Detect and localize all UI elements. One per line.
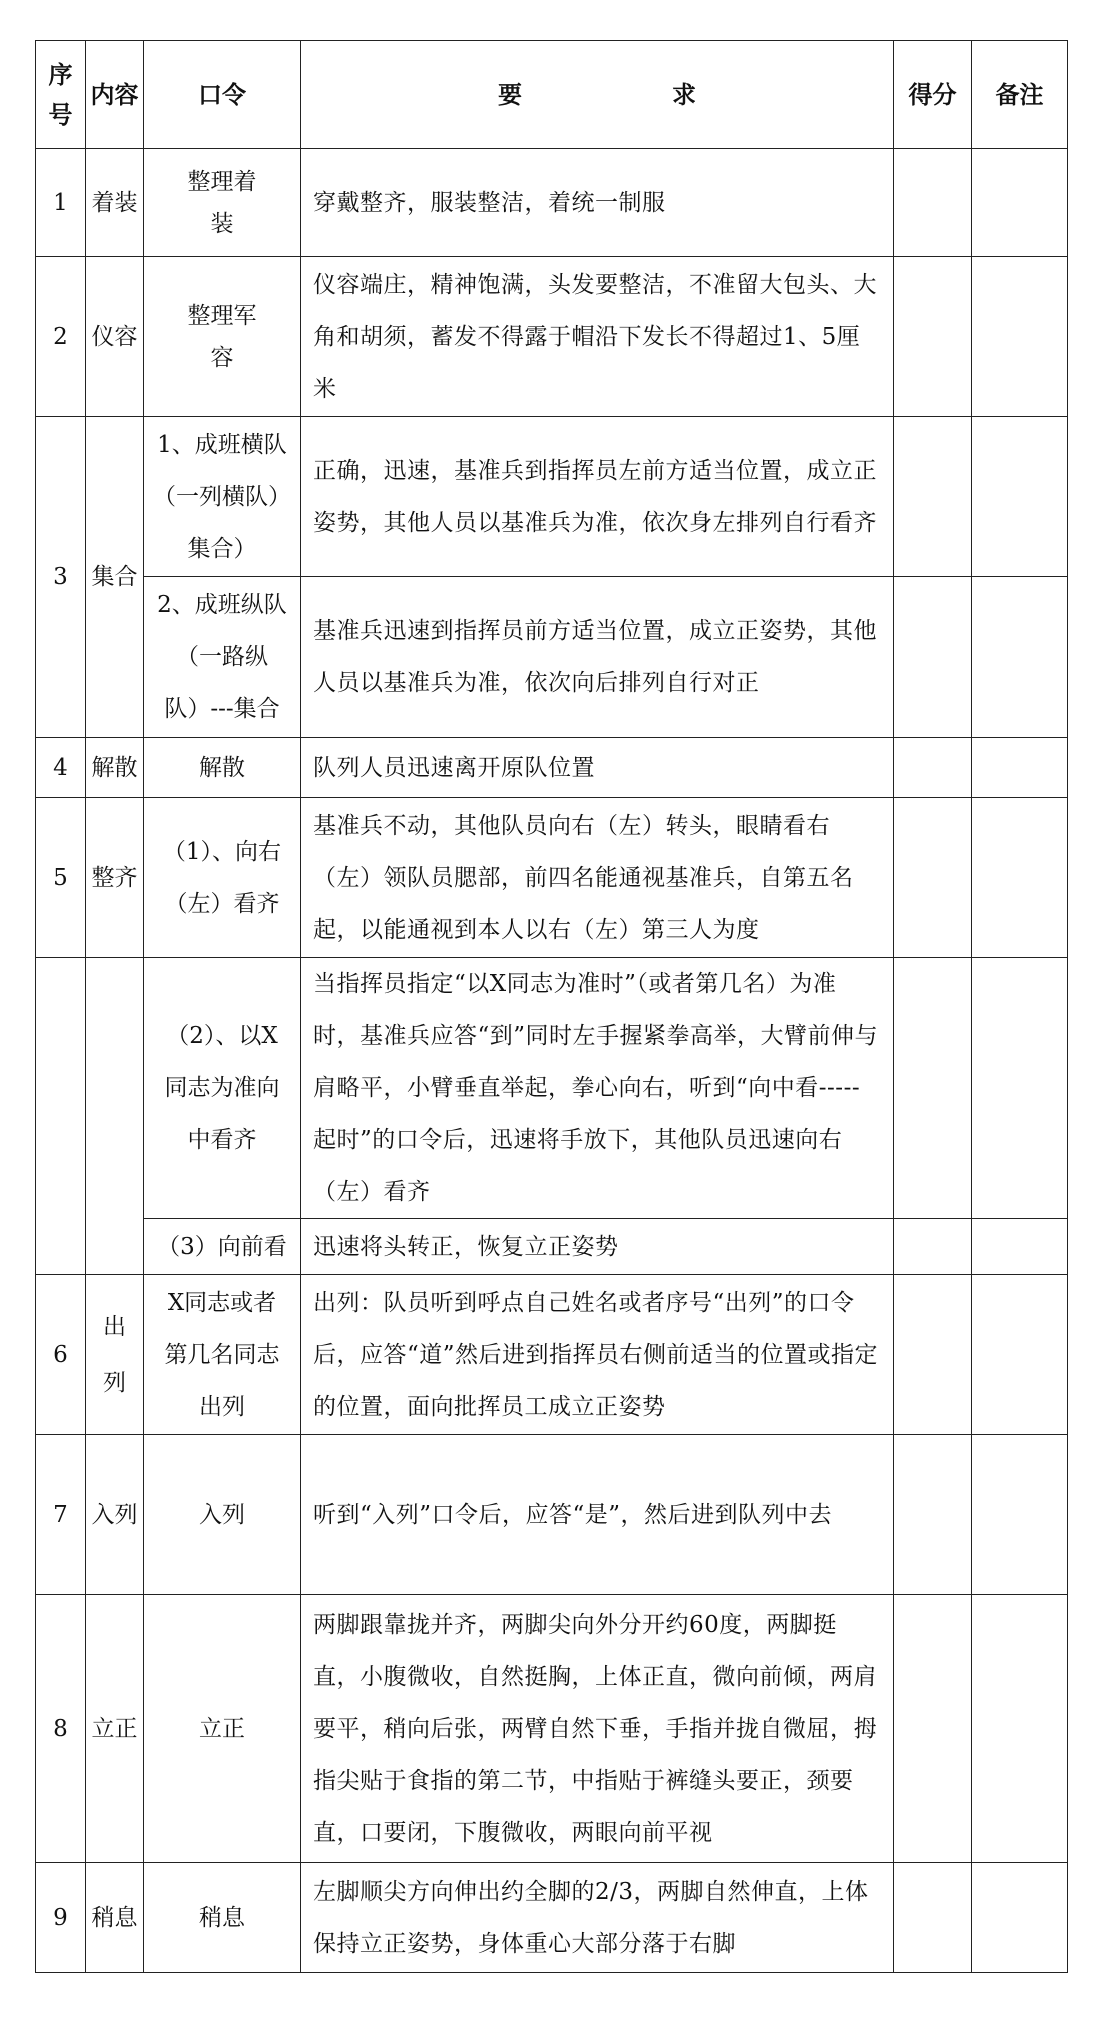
score-cell[interactable] bbox=[894, 738, 972, 798]
command-cell: （1）、向右（左）看齐 bbox=[144, 798, 301, 958]
score-cell[interactable] bbox=[894, 417, 972, 577]
note-cell[interactable] bbox=[972, 417, 1068, 577]
header-content: 内容 bbox=[86, 41, 144, 149]
command-cell: 解散 bbox=[144, 738, 301, 798]
score-cell[interactable] bbox=[894, 1219, 972, 1275]
table-row bbox=[36, 417, 1068, 577]
header-score: 得分 bbox=[894, 41, 972, 149]
note-cell[interactable] bbox=[972, 798, 1068, 958]
requirement-cell: 基准兵不动，其他队员向右（左）转头，眼睛看右（左）领队员腮部，前四名能通视基准兵，自第五名起，以能通视到本人以右（左）第三人为度 bbox=[301, 798, 894, 958]
note-cell[interactable] bbox=[972, 1275, 1068, 1435]
table-row bbox=[36, 1275, 1068, 1435]
requirement-cell: 仪容端庄，精神饱满，头发要整洁，不准留大包头、大角和胡须，蓄发不得露于帽沿下发长不得超过1、5厘米 bbox=[301, 257, 894, 417]
command-cell: 立正 bbox=[144, 1595, 301, 1863]
drill-scoring-table bbox=[35, 40, 1068, 1973]
score-cell[interactable] bbox=[894, 577, 972, 738]
note-cell[interactable] bbox=[972, 149, 1068, 257]
table-row bbox=[36, 738, 1068, 798]
score-cell[interactable] bbox=[894, 1595, 972, 1863]
requirement-cell: 出列：队员听到呼点自己姓名或者序号“出列”的口令后，应答“道”然后进到指挥员右侧前适当的位置或指定的位置，面向批挥员工成立正姿势 bbox=[301, 1275, 894, 1435]
table-row bbox=[36, 1863, 1068, 1973]
content-cell: 仪容 bbox=[86, 257, 144, 417]
note-cell[interactable] bbox=[972, 1219, 1068, 1275]
seq-cell: 6 bbox=[36, 1275, 86, 1435]
requirement-cell: 穿戴整齐，服装整洁，着统一制服 bbox=[301, 149, 894, 257]
content-cell: 立正 bbox=[86, 1595, 144, 1863]
command-cell: 整理着装 bbox=[144, 149, 301, 257]
content-cell: 入列 bbox=[86, 1435, 144, 1595]
table-row bbox=[36, 257, 1068, 417]
note-cell[interactable] bbox=[972, 738, 1068, 798]
score-cell[interactable] bbox=[894, 798, 972, 958]
header-requirement bbox=[301, 41, 894, 149]
command-cell: 整理军容 bbox=[144, 257, 301, 417]
requirement-cell: 当指挥员指定“以X同志为准时”（或者第几名）为准时，基准兵应答“到”同时左手握紧拳高举，大臂前伸与肩略平，小臂垂直举起，拳心向右，听到“向中看-----起时”的口令后，迅速将手放下，其他队员迅速向右（左）看齐 bbox=[301, 958, 894, 1219]
requirement-cell: 听到“入列”口令后，应答“是”，然后进到队列中去 bbox=[301, 1435, 894, 1595]
command-cell: （2）、以X同志为准向中看齐 bbox=[144, 958, 301, 1219]
table-row bbox=[36, 958, 1068, 1219]
seq-cell: 5 bbox=[36, 798, 86, 958]
requirement-cell: 迅速将头转正，恢复立正姿势 bbox=[301, 1219, 894, 1275]
seq-cell: 4 bbox=[36, 738, 86, 798]
note-cell[interactable] bbox=[972, 1863, 1068, 1973]
score-cell[interactable] bbox=[894, 1863, 972, 1973]
table-row bbox=[36, 1435, 1068, 1595]
seq-cell bbox=[36, 958, 86, 1275]
table-row bbox=[36, 149, 1068, 257]
score-cell[interactable] bbox=[894, 149, 972, 257]
seq-cell: 3 bbox=[36, 417, 86, 738]
content-cell: 整齐 bbox=[86, 798, 144, 958]
requirement-cell: 两脚跟靠拢并齐，两脚尖向外分开约60度，两脚挺直，小腹微收，自然挺胸，上体正直，微向前倾，两肩要平，稍向后张，两臂自然下垂，手指并拢自微屈，拇指尖贴于食指的第二节，中指贴于裤缝头要正，颈要直，口要闭，下腹微收，两眼向前平视 bbox=[301, 1595, 894, 1863]
requirement-cell: 左脚顺尖方向伸出约全脚的2/3，两脚自然伸直，上体保持立正姿势，身体重心大部分落于右脚 bbox=[301, 1863, 894, 1973]
score-cell[interactable] bbox=[894, 1435, 972, 1595]
table-row bbox=[36, 798, 1068, 958]
table-row bbox=[36, 1595, 1068, 1863]
table-row bbox=[36, 577, 1068, 738]
header-row bbox=[36, 41, 1068, 149]
header-seq: 序号 bbox=[36, 41, 86, 149]
header-command: 口令 bbox=[144, 41, 301, 149]
command-cell: （3）向前看 bbox=[144, 1219, 301, 1275]
note-cell[interactable] bbox=[972, 1595, 1068, 1863]
note-cell[interactable] bbox=[972, 958, 1068, 1219]
command-cell: 2、成班纵队（一路纵队）---集合 bbox=[144, 577, 301, 738]
score-cell[interactable] bbox=[894, 257, 972, 417]
requirement-cell: 正确，迅速，基准兵到指挥员左前方适当位置，成立正姿势，其他人员以基准兵为准，依次身左排列自行看齐 bbox=[301, 417, 894, 577]
seq-cell: 9 bbox=[36, 1863, 86, 1973]
score-cell[interactable] bbox=[894, 958, 972, 1219]
header-req-char-1: 要 bbox=[498, 80, 522, 109]
command-cell: 稍息 bbox=[144, 1863, 301, 1973]
note-cell[interactable] bbox=[972, 1435, 1068, 1595]
command-cell: 入列 bbox=[144, 1435, 301, 1595]
note-cell[interactable] bbox=[972, 577, 1068, 738]
content-cell: 解散 bbox=[86, 738, 144, 798]
table-row bbox=[36, 1219, 1068, 1275]
requirement-cell: 队列人员迅速离开原队位置 bbox=[301, 738, 894, 798]
note-cell[interactable] bbox=[972, 257, 1068, 417]
content-cell: 出列 bbox=[86, 1275, 144, 1435]
seq-cell: 2 bbox=[36, 257, 86, 417]
score-cell[interactable] bbox=[894, 1275, 972, 1435]
header-note: 备注 bbox=[972, 41, 1068, 149]
command-cell: 1、成班横队（一列横队）集合） bbox=[144, 417, 301, 577]
content-cell: 着装 bbox=[86, 149, 144, 257]
command-cell: X同志或者第几名同志出列 bbox=[144, 1275, 301, 1435]
seq-cell: 8 bbox=[36, 1595, 86, 1863]
content-cell: 集合 bbox=[86, 417, 144, 738]
seq-cell: 7 bbox=[36, 1435, 86, 1595]
content-cell: 稍息 bbox=[86, 1863, 144, 1973]
seq-cell: 1 bbox=[36, 149, 86, 257]
content-cell bbox=[86, 958, 144, 1275]
requirement-cell: 基准兵迅速到指挥员前方适当位置，成立正姿势，其他人员以基准兵为准，依次向后排列自行对正 bbox=[301, 577, 894, 738]
header-req-char-2: 求 bbox=[672, 80, 696, 109]
